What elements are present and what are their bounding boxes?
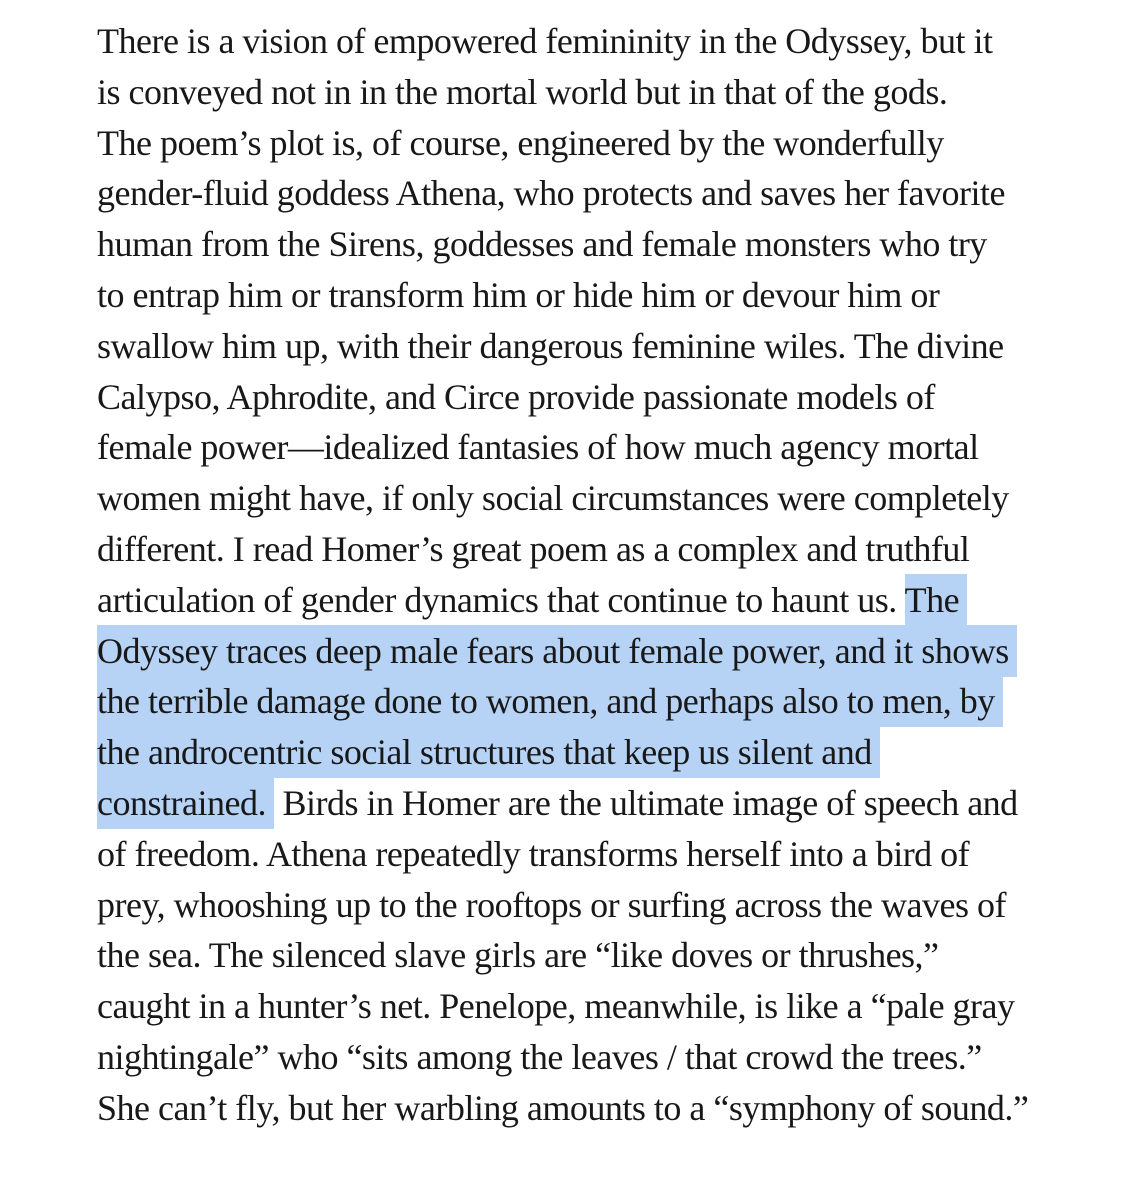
text-segment: Calypso, Aphrodite, and Circe provide passionate models of: [97, 376, 935, 417]
text-line: [97, 676, 1028, 727]
text-line: [97, 372, 1028, 423]
text-segment: caught in a hunter’s net. Penelope, meanwhile, is like a “pale gray: [97, 986, 1015, 1027]
text-segment: There is a vision of empowered femininity in the Odyssey, but it: [97, 21, 993, 61]
text-segment: prey, whooshing up to the rooftops or surfing across the waves of: [97, 884, 1006, 925]
selected-text: The: [905, 574, 967, 626]
selected-text: constrained.: [97, 777, 274, 829]
text-segment: women might have, if only social circumstances were completely: [97, 478, 1009, 519]
text-segment: different. I read Homer’s great poem as a complex and truthful: [97, 528, 970, 569]
text-line: [97, 727, 1028, 778]
text-line: [97, 473, 1028, 524]
text-line: [97, 829, 1028, 880]
text-line: [97, 321, 1028, 372]
text-line: [97, 778, 1028, 829]
text-line: [97, 270, 1028, 321]
paragraph[interactable]: [97, 16, 1028, 1134]
selected-text: the terrible damage done to women, and perhaps also to men, by: [97, 675, 1003, 727]
text-line: [97, 16, 1028, 67]
selected-text: the androcentric social structures that keep us silent and: [97, 726, 880, 778]
text-line: [97, 422, 1028, 473]
text-segment: articulation of gender dynamics that continue to haunt us.: [97, 579, 905, 620]
text-line: [97, 219, 1028, 270]
text-segment: to entrap him or transform him or hide him or devour him or: [97, 274, 940, 315]
text-segment: gender-fluid goddess Athena, who protects and saves her favorite: [97, 173, 1005, 214]
text-segment: Birds in Homer are the ultimate image of speech and: [273, 782, 1018, 823]
text-segment: of freedom. Athena repeatedly transforms herself into a bird of: [97, 833, 970, 874]
selected-text: Odyssey traces deep male fears about female power, and it shows: [97, 625, 1017, 677]
text-segment: She can’t fly, but her warbling amounts to a “symphony of sound.”: [97, 1087, 1029, 1128]
text-segment: the sea. The silenced slave girls are “like doves or thrushes,”: [97, 935, 939, 976]
text-line: [97, 981, 1028, 1032]
text-line: [97, 67, 1028, 118]
text-segment: nightingale” who “sits among the leaves / that crowd the trees.”: [97, 1036, 982, 1077]
text-segment: is conveyed not in in the mortal world but in that of the gods.: [97, 71, 948, 112]
text-line: [97, 118, 1028, 169]
text-line: [97, 524, 1028, 575]
text-line: [97, 1032, 1028, 1083]
text-line: [97, 880, 1028, 931]
text-segment: female power—idealized fantasies of how much agency mortal: [97, 427, 979, 468]
text-line: [97, 930, 1028, 981]
text-line: [97, 626, 1028, 677]
text-segment: human from the Sirens, goddesses and female monsters who try: [97, 224, 987, 265]
text-line: [97, 575, 1028, 626]
text-segment: The poem’s plot is, of course, engineered by the wonderfully: [97, 122, 944, 163]
text-segment: swallow him up, with their dangerous feminine wiles. The divine: [97, 325, 1004, 366]
text-line: [97, 168, 1028, 219]
text-line: [97, 1083, 1028, 1134]
